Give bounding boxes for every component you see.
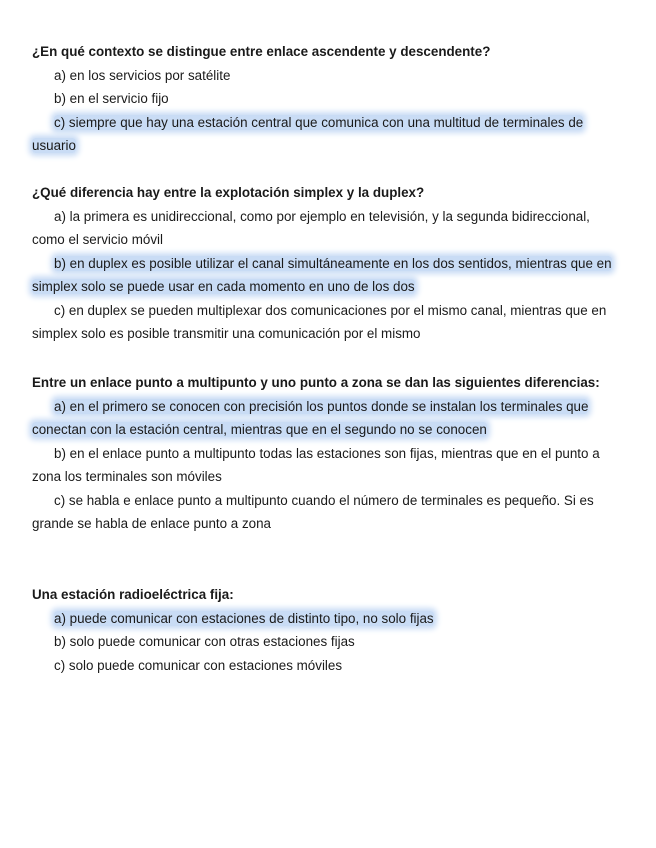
question-block-3 [32,371,624,536]
question-text: Una estación radioeléctrica fija: [32,587,234,602]
question-text: Entre un enlace punto a multipunto y uno punto a zona se dan las siguientes diferencias: [32,375,600,390]
highlighted-answer: a) puede comunicar con estaciones de distinto tipo, no solo fijas [54,610,434,626]
option-b [32,630,624,654]
highlighted-answer: c) siempre que hay una estación central que comunica con una multitud de terminales de usuario [32,114,584,153]
question-text: ¿En qué contexto se distingue entre enlace ascendente y descendente? [32,44,491,59]
option-a [32,205,624,252]
option-a-highlighted [32,607,624,631]
question-block-2 [32,181,624,346]
option-b [32,442,624,489]
option-text: c) en duplex se pueden multiplexar dos comunicaciones por el mismo canal, mientras que en simplex solo es posible transmitir una comunicación por el mismo [32,302,607,341]
highlighted-answer: a) en el primero se conocen con precisión los puntos donde se instalan los terminales que conectan con la estación central, mientras que en el segundo no se conocen [32,398,589,437]
option-c [32,299,624,346]
option-c [32,654,624,678]
option-text: a) en los servicios por satélite [54,67,231,83]
question-text: ¿Qué diferencia hay entre la explotación simplex y la duplex? [32,185,425,200]
option-a [32,64,624,88]
option-text: b) en el servicio fijo [54,91,169,106]
option-text: c) solo puede comunicar con estaciones móviles [54,657,343,673]
question-block-1 [32,40,624,158]
option-b [32,87,624,111]
option-a-highlighted [32,395,624,442]
option-c-highlighted [32,111,624,158]
option-c [32,489,624,536]
highlighted-answer: b) en duplex es posible utilizar el canal simultáneamente en los dos sentidos, mientras que en simplex solo se puede usar en cada momento en uno de los dos [32,255,612,294]
question-block-4 [32,583,624,677]
option-text: a) la primera es unidireccional, como por ejemplo en televisión, y la segunda bidireccional, como el servicio móvil [32,208,590,247]
option-text: c) se habla e enlace punto a multipunto cuando el número de terminales es pequeño. Si es grande se habla de enlace punto a zona [32,492,594,531]
option-text: b) solo puede comunicar con otras estaciones fijas [54,634,355,649]
option-b-highlighted [32,252,624,299]
option-text: b) en el enlace punto a multipunto todas las estaciones son fijas, mientras que en el punto a zona los terminales son móviles [32,445,600,484]
